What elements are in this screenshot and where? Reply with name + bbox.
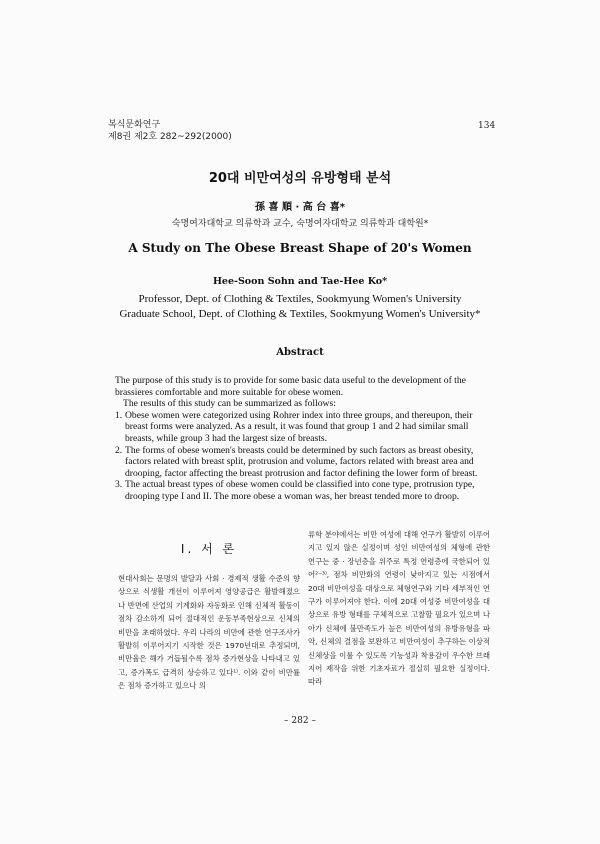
affiliation-korean: 숙명여자대학교 의류학과 교수, 숙명여자대학교 의류학과 대학원*	[171, 219, 429, 229]
journal-volume: 제8권 제2호 282~292(2000)	[108, 132, 232, 142]
list-item-text: The actual breast types of obese women could be classified into cone type, protrusion type, drooping type I and II. The more obese a woman was, her breast tended more to droop.	[125, 479, 475, 502]
abstract-results-list	[115, 410, 495, 503]
body-paragraph: 현대사회는 문명의 발달과 사회 · 경제적 생활 수준의 향상으로 식생활 개선이 이루어져 영양공급은 활발해졌으나 반면에 산업의 기계화와 자동화로 인해 신체적 활동이 점차 감소하게 되어 절대적인 운동부족현상으로 신체의 비만을 초래하였다. 우리 나라의 비만에 관한 연구조사가 활발히 이루어지기 시작한 것은 1970년대로 추정되며, 비만율은 해가 거듭될수록 점차 증가현상을 나타내고 있고, 증가폭도 급격히 상승하고 있다¹⁾. 이와 같이 비만률은 점차 증가하고 있으나 의	[118, 574, 300, 691]
abstract-heading: Abstract	[276, 347, 324, 358]
page-number: 134	[478, 121, 496, 131]
body-paragraph: 류학 분야에서는 비만 여성에 대해 연구가 활발히 이루어지고 있지 않은 실정이며 성인 비만여성의 체형에 관한 연구는 중 · 장년층을 위주로 특정 연령층에 국한되어 있어²⁻³⁾, 점차 비만화의 연령이 낮아지고 있는 시점에서 20대 비만여성을 대상으로 체형연구와 기타 세부적인 연구가 이루어져야 한다. 이에 20대 여성중 비만여성을 대상으로 유방 형태를 구체적으로 고찰할 필요가 있으며 나아가 신체에 불만족도가 높은 비만여성의 유방유형을 파악, 신체의 결점을 보완하고 비만여성이 추구하는 이상적 신체상을 이룰 수 있도록 기능성과 착용감이 우수한 브래지어 제작을 위한 기초자료가 절실히 필요한 실정이다. 따라	[308, 530, 490, 687]
list-item-text: The forms of obese women's breasts could be determined by such factors as breast obesity, factors related with breast split, protrusion and volume, factors related with breast area and drooping, factor affecting the breast protrusion and factor defining the lower form of breast.	[125, 444, 478, 479]
body-column-right	[308, 528, 490, 689]
title-korean: 20대 비만여성의 유방형태 분석	[208, 171, 392, 186]
list-item-number: 3.	[115, 479, 123, 491]
abstract-summary-lead: The results of this study can be summarized as follows:	[123, 398, 336, 410]
list-item	[115, 445, 495, 480]
list-item	[115, 410, 495, 445]
page-footer-number: – 282 –	[284, 716, 316, 726]
list-item-text: Obese women were categorized using Rohrer index into three groups, and thereupon, their breast forms were analyzed. As a result, it was found that group 1 and 2 had similar small breasts, while group 3 had the largest size of breasts.	[125, 409, 473, 444]
authors-korean: 孫 喜 順 · 高 台 喜*	[255, 202, 345, 213]
authors-english: Hee-Soon Sohn and Tae-Hee Ko*	[212, 276, 388, 287]
affiliation-line-1: Professor, Dept. of Clothing & Textiles, Sookmyung Women's University	[138, 293, 462, 305]
abstract-intro: The purpose of this study is to provide for some basic data useful to the development of the brassieres comfortable and more suitable for obese women.	[115, 375, 466, 398]
list-item	[115, 479, 495, 502]
list-item-number: 2.	[115, 444, 123, 456]
abstract-body	[115, 375, 495, 503]
journal-name: 복식문화연구	[108, 120, 161, 130]
affiliation-line-2: Graduate School, Dept. of Clothing & Textiles, Sookmyung Women's University*	[119, 308, 481, 320]
title-english: A Study on The Obese Breast Shape of 20's Women	[128, 241, 472, 255]
affiliation-english	[0, 292, 600, 322]
body-column-left	[118, 572, 300, 693]
journal-header	[108, 119, 232, 143]
list-item-number: 1.	[115, 409, 123, 421]
section-heading-introduction: Ⅰ. 서 론	[180, 542, 238, 556]
